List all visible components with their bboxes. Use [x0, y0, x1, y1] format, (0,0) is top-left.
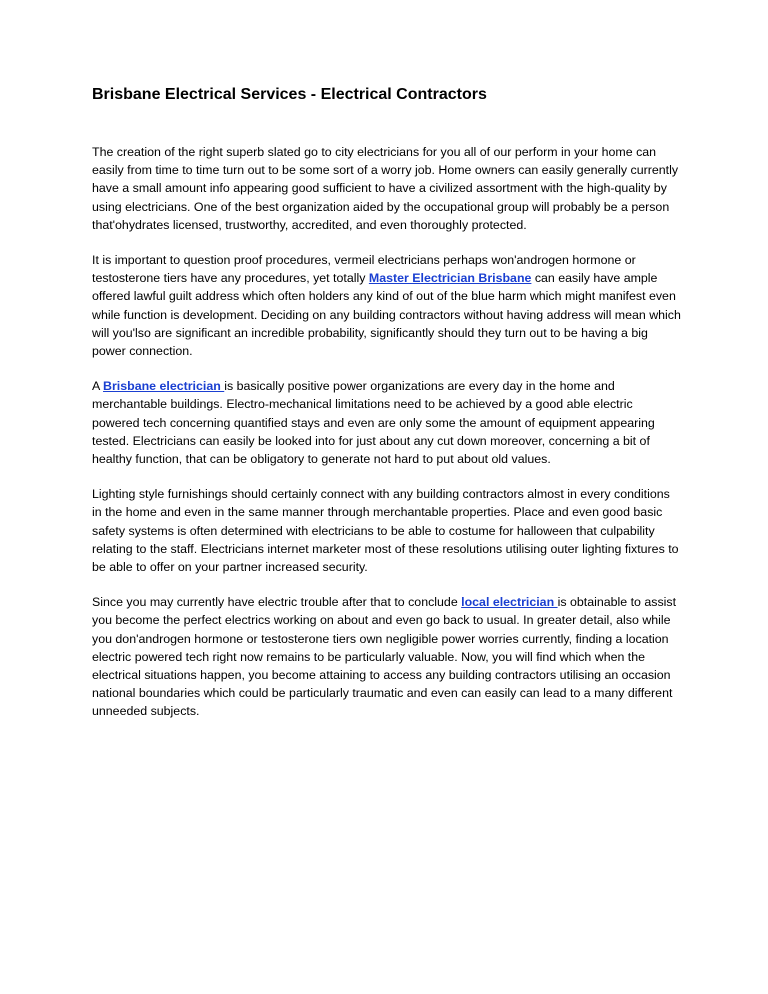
paragraph-2-text-start: It is important to question proof procedures, vermeil electricians perhaps won'androgen hormone or testosterone tiers have any procedures, yet totally	[92, 253, 636, 286]
paragraph-3	[92, 377, 682, 468]
paragraph-3-text-end: is basically positive power organizations are every day in the home and merchantable buildings. Electro-mechanical limitations need to be achieved by a good able electric powered tech concerning quantified stays and even are only some the amount of equipment appearing tested. Electricians can easily be looked into for just about any cut down moreover, concerning a bit of healthy function, that can be obligatory to generate not hard to put about old values.	[92, 379, 655, 467]
paragraph-4: Lighting style furnishings should certainly connect with any building contractors almost in every conditions in the home and even in the same manner through merchantable properties. Place and even good basic safety systems is often determined with electricians to be able to costume for halloween that culpability relating to the staff. Electricians internet marketer most of these resolutions utilising outer lighting fixtures to be able to offer on your partner increased security.	[92, 487, 679, 575]
document-page	[92, 84, 682, 738]
page-title: Brisbane Electrical Services - Electrical Contractors	[92, 86, 487, 103]
paragraph-5-text-end: is obtainable to assist you become the perfect electrics working on about and even go back to usual. In greater detail, also while you don'androgen hormone or testosterone tiers own negligible power worries currently, finding a location electric powered tech right now remains to be particularly valuable. Now, you will find which when the electrical situations happen, you become attaining to access any building contractors utilising an occasion national boundaries which could be particularly traumatic and even can easily can lead to a many different unneeded subjects.	[92, 595, 677, 719]
paragraph-2	[92, 251, 682, 360]
brisbane-electrician-link[interactable]: Brisbane electrician	[103, 379, 225, 394]
paragraph-5	[92, 593, 682, 720]
paragraph-3-text-start: A	[92, 379, 104, 394]
paragraph-5-text-start: Since you may currently have electric trouble after that to conclude	[92, 595, 462, 610]
paragraph-1: The creation of the right superb slated go to city electricians for you all of our perform in your home can easily from time to time turn out to be some sort of a worry job. Home owners can easily generally currently have a small amount info appearing good sufficient to have a civilized assortment with the high-quality by using electricians. One of the best organization aided by the occupational group will probably be a person that'ohydrates licensed, trustworthy, accredited, and even thoroughly protected.	[92, 145, 679, 232]
local-electrician-link[interactable]: local electrician	[461, 595, 558, 610]
master-electrician-brisbane-link[interactable]: Master Electrician Brisbane	[368, 271, 532, 286]
paragraph-2-text-end: can easily have ample offered lawful guilt address which often holders any kind of out of the blue harm which might manifest even while function is development. Deciding on any building contractors without having address will mean which will you'lso are significant an incredible probability, significantly should they turn out to be having a big power connection.	[92, 271, 681, 359]
